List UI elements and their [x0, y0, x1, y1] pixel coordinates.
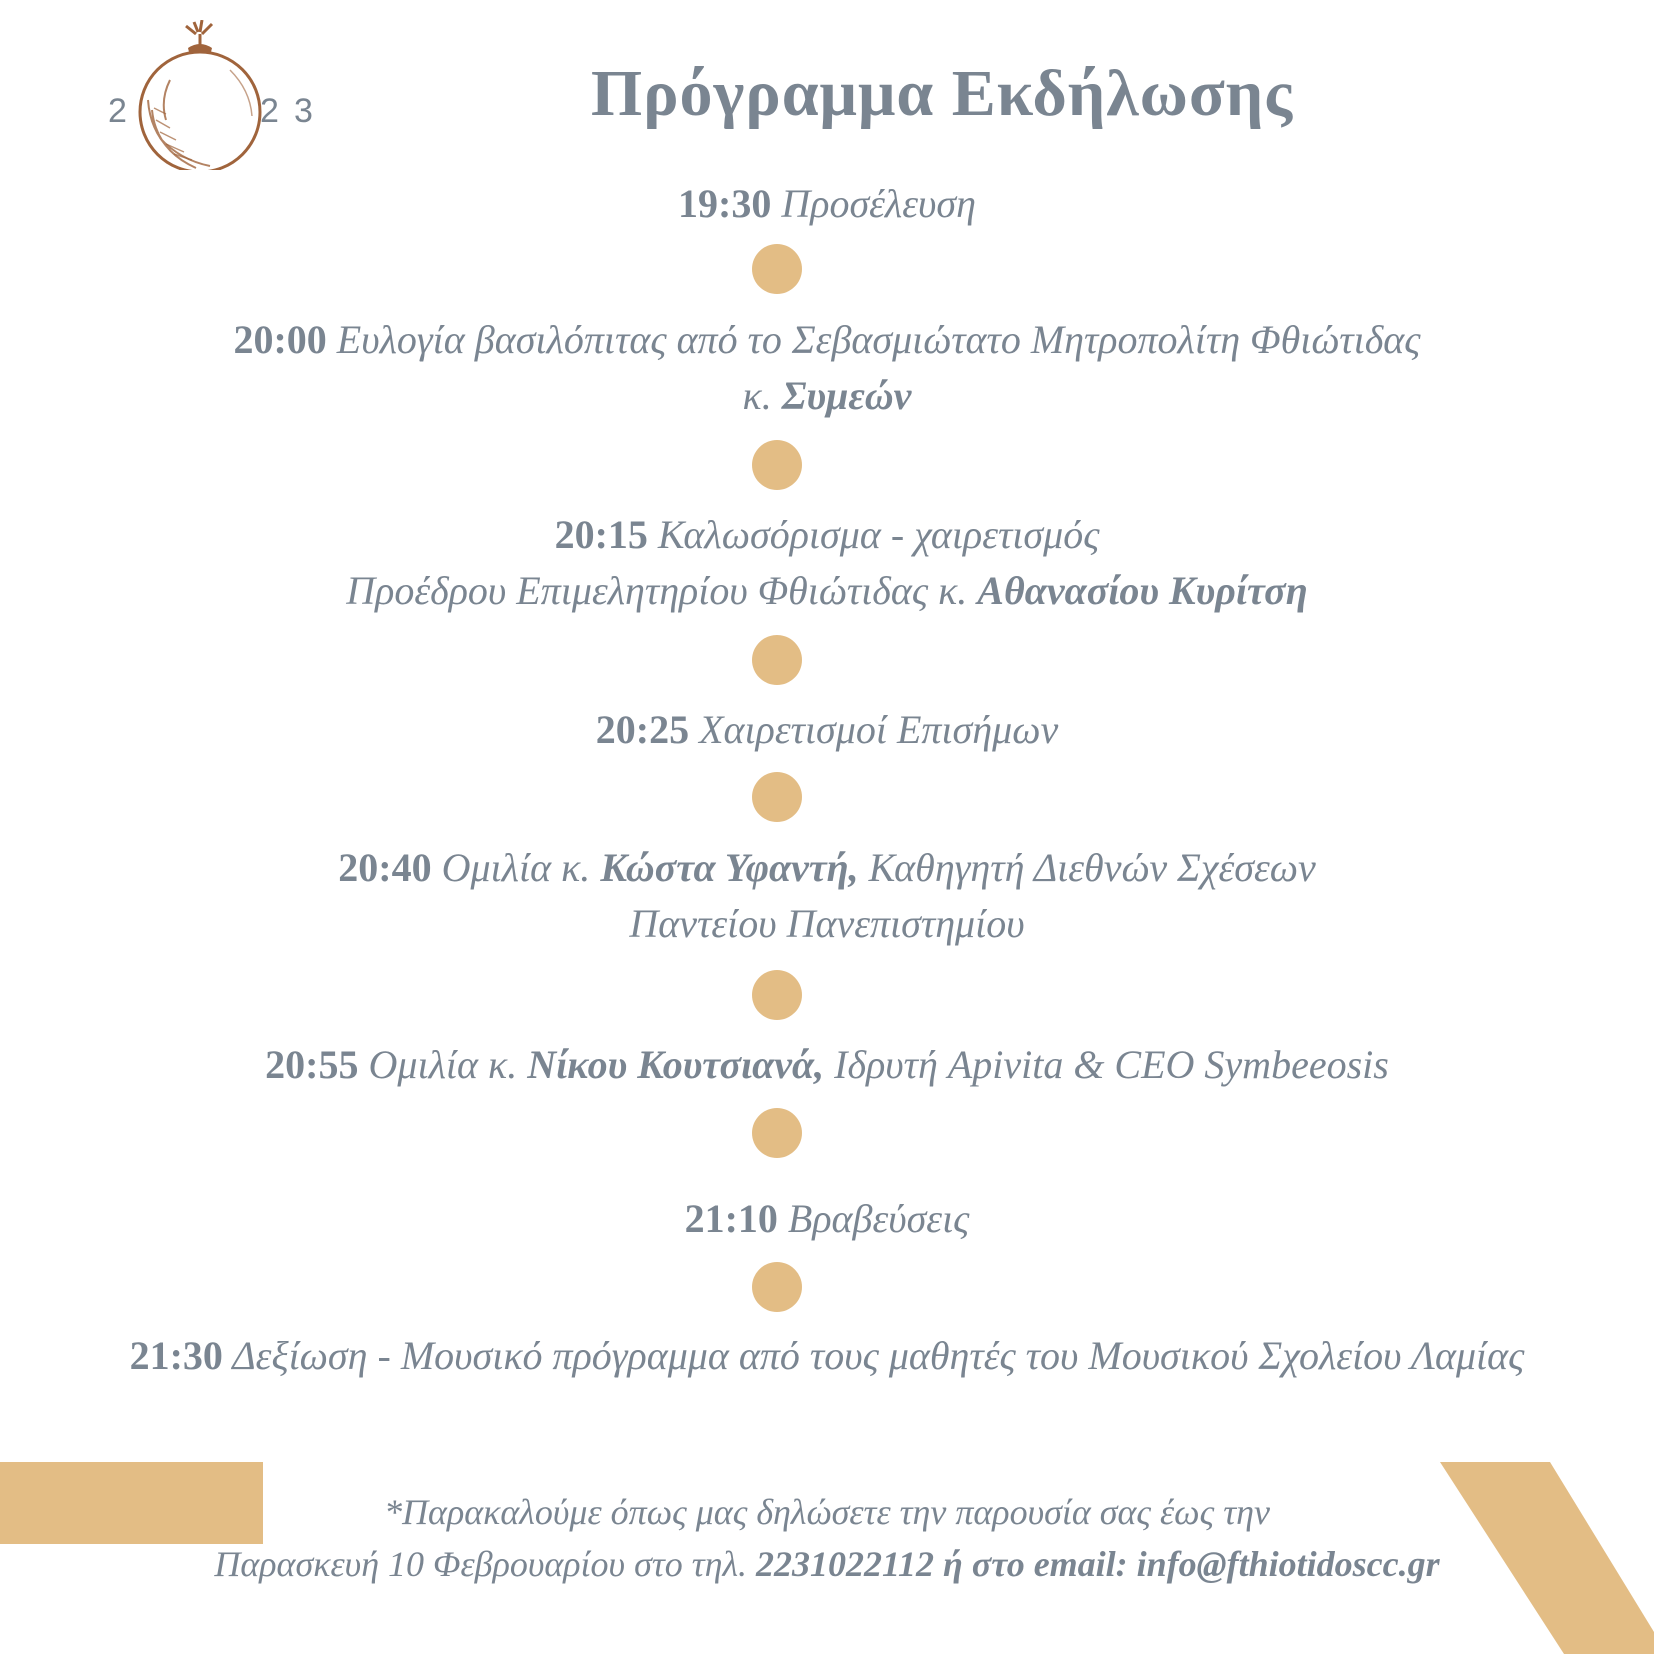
- schedule-text: Ομιλία κ.: [368, 1042, 528, 1087]
- schedule-text: Ιδρυτή Apivita & CEO Symbeeosis: [824, 1042, 1389, 1087]
- schedule-time: 20:25: [595, 707, 690, 752]
- schedule-text: Καλωσόρισμα - χαιρετισμός: [657, 512, 1100, 557]
- schedule-item: [0, 507, 1654, 619]
- schedule-text: Βραβεύσεις: [787, 1196, 970, 1241]
- rsvp-line: *Παρακαλούμε όπως μας δηλώσετε την παρουσία σας έως την: [384, 1492, 1270, 1532]
- schedule-item: [0, 1328, 1654, 1384]
- schedule-time: 20:15: [554, 512, 648, 557]
- schedule-text: Καθηγητή Διεθνών Σχέσεων: [858, 845, 1316, 890]
- schedule-text: Ευλογία βασιλόπιτας από το Σεβασμιώτατο Μητροπολίτη Φθιώτιδας: [336, 317, 1421, 362]
- timeline-dot: [752, 635, 802, 685]
- rsvp-note: [0, 1486, 1654, 1590]
- rsvp-line: Παρασκευή 10 Φεβρουαρίου στο τηλ.: [214, 1544, 757, 1584]
- timeline-dot: [752, 1262, 802, 1312]
- schedule-text: Προσέλευση: [781, 181, 976, 226]
- schedule-time: 20:40: [338, 845, 432, 890]
- schedule-time: 19:30: [678, 181, 772, 226]
- schedule-time: 20:55: [265, 1042, 359, 1087]
- schedule-text: Προέδρου Επιμελητηρίου Φθιώτιδας κ.: [346, 568, 978, 613]
- schedule-item: [0, 176, 1654, 232]
- logo-year-digit: 2: [108, 92, 127, 130]
- rsvp-contact: 2231022112 ή στο email: info@fthiotidoscc.gr: [756, 1544, 1440, 1584]
- schedule-item: [0, 1037, 1654, 1093]
- schedule-text: Ομιλία κ.: [441, 845, 601, 890]
- schedule-text: κ.: [742, 373, 782, 418]
- schedule-item: [0, 840, 1654, 952]
- schedule-text: Παντείου Πανεπιστημίου: [629, 901, 1025, 946]
- schedule-time: 21:30: [129, 1333, 223, 1378]
- timeline-dot: [752, 970, 802, 1020]
- logo-year-digit: 2: [260, 92, 279, 130]
- schedule-item: [0, 1191, 1654, 1247]
- speaker-name: Αθανασίου Κυρίτση: [977, 568, 1308, 613]
- timeline-dot: [752, 244, 802, 294]
- schedule-text: Χαιρετισμοί Επισήμων: [699, 707, 1059, 752]
- speaker-name: Κώστα Υφαντή,: [600, 845, 859, 890]
- speaker-name: Συμεών: [781, 373, 912, 418]
- timeline-dot: [752, 772, 802, 822]
- schedule-time: 20:00: [233, 317, 327, 362]
- schedule-text: Δεξίωση - Μουσικό πρόγραμμα από τους μαθητές του Μουσικού Σχολείου Λαμίας: [232, 1333, 1525, 1378]
- schedule-item: [0, 702, 1654, 758]
- schedule-item: [0, 312, 1654, 424]
- page-title: Πρόγραμμα Εκδήλωσης: [590, 57, 1294, 130]
- timeline-dot: [752, 1108, 802, 1158]
- schedule-time: 21:10: [684, 1196, 778, 1241]
- timeline-dot: [752, 440, 802, 490]
- logo-year-digit: 3: [294, 92, 313, 130]
- speaker-name: Νίκου Κουτσιανά,: [527, 1042, 825, 1087]
